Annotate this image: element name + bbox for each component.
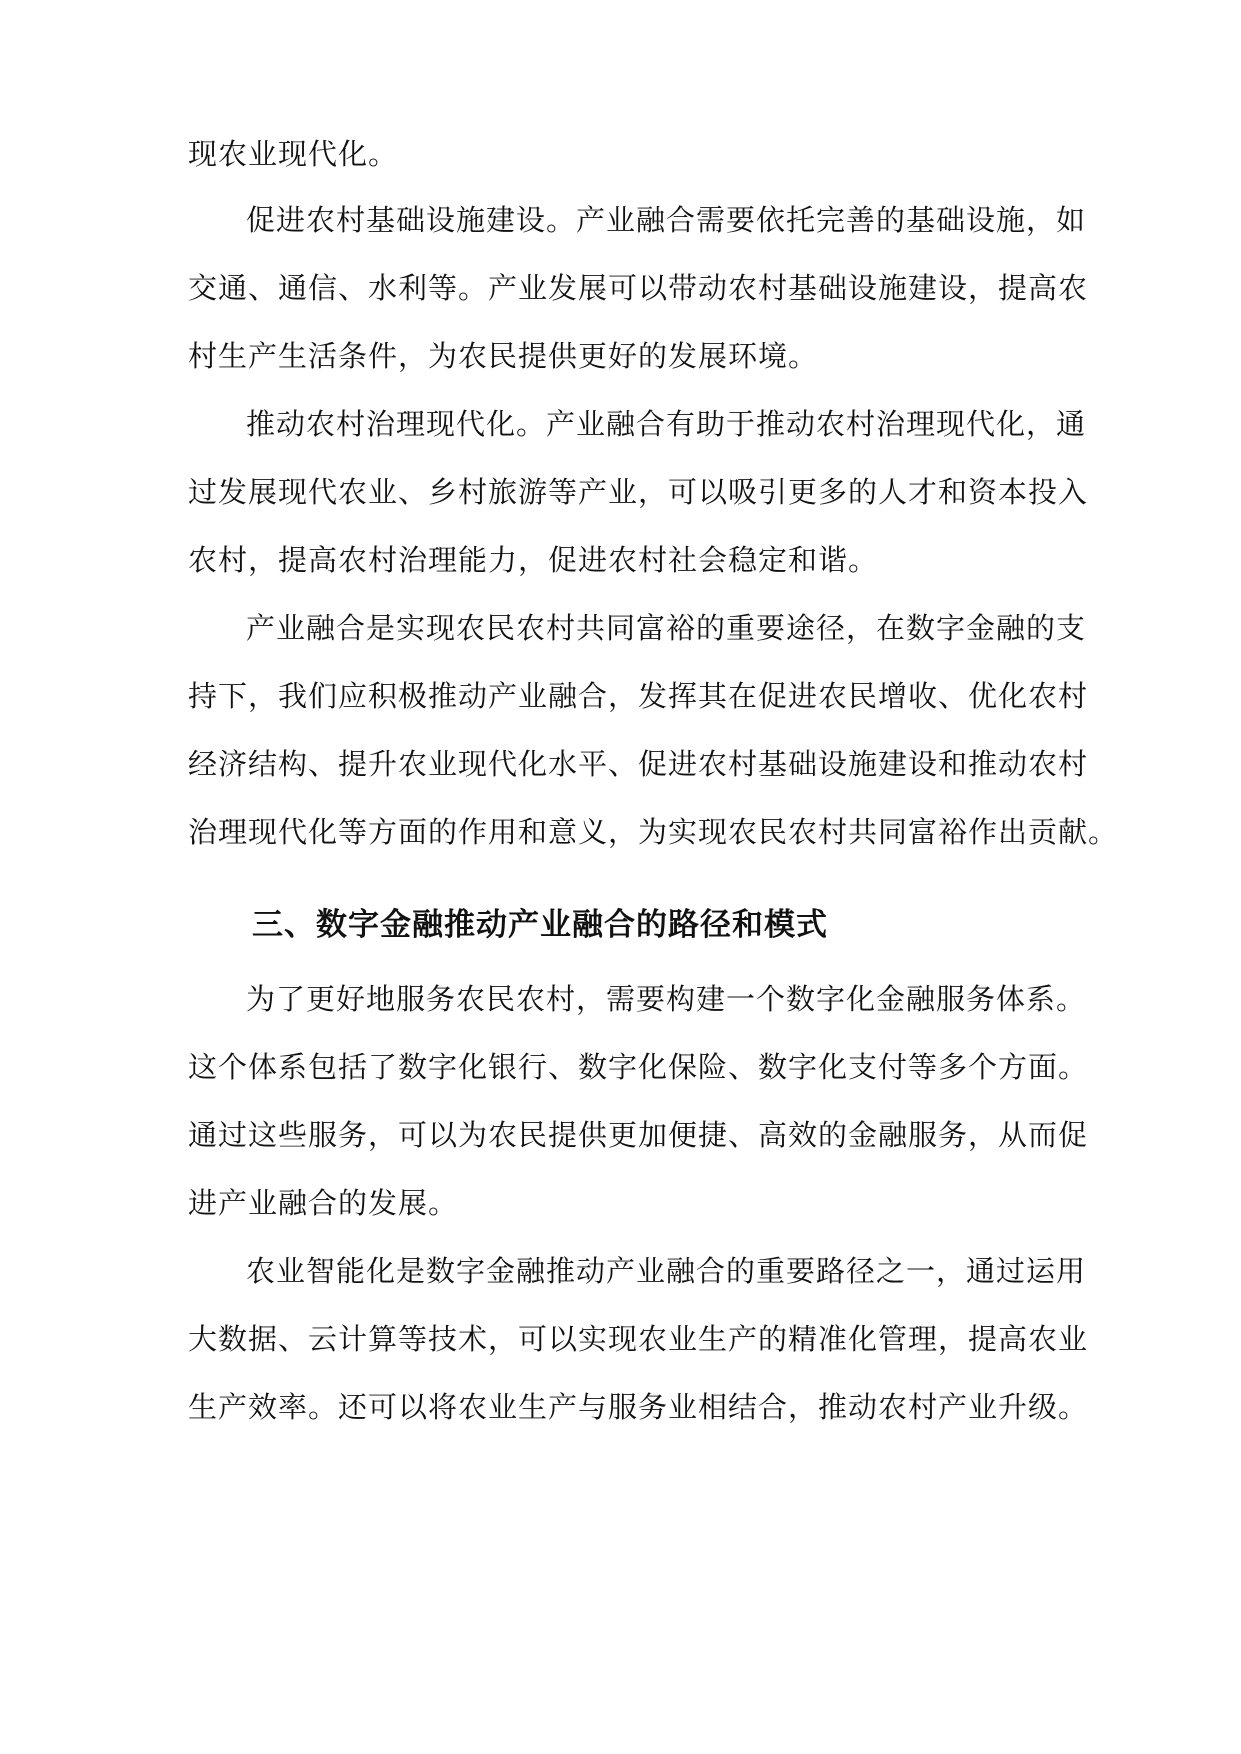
paragraph-line: 为了更好地服务农民农村，需要构建一个数字化金融服务体系。 — [246, 982, 1087, 1016]
paragraph-line: 推动农村治理现代化。产业融合有助于推动农村治理现代化，通 — [246, 407, 1087, 441]
paragraph-line: 产业融合是实现农民农村共同富裕的重要途径，在数字金融的支 — [246, 611, 1087, 645]
paragraph-line: 村生产生活条件，为农民提供更好的发展环境。 — [188, 339, 819, 373]
paragraph-line: 促进农村基础设施建设。产业融合需要依托完善的基础设施，如 — [246, 203, 1087, 237]
paragraph-line: 农村，提高农村治理能力，促进农村社会稳定和谐。 — [188, 543, 879, 577]
paragraph-line: 治理现代化等方面的作用和意义，为实现农民农村共同富裕作出贡献。 — [188, 815, 1119, 849]
paragraph-line: 通过这些服务，可以为农民提供更加便捷、高效的金融服务，从而促 — [188, 1118, 1089, 1152]
paragraph-line: 持下，我们应积极推动产业融合，发挥其在促进农民增收、优化农村 — [188, 679, 1089, 713]
paragraph-line: 生产效率。还可以将农业生产与服务业相结合，推动农村产业升级。 — [188, 1390, 1089, 1424]
paragraph-line: 现农业现代化。 — [188, 137, 399, 171]
paragraph-line: 经济结构、提升农业现代化水平、促进农村基础设施建设和推动农村 — [188, 747, 1089, 781]
paragraph-line: 大数据、云计算等技术，可以实现农业生产的精准化管理，提高农业 — [188, 1322, 1089, 1356]
paragraph-line: 进产业融合的发展。 — [188, 1186, 459, 1220]
paragraph-line: 这个体系包括了数字化银行、数字化保险、数字化支付等多个方面。 — [188, 1050, 1089, 1084]
paragraph-line: 过发展现代农业、乡村旅游等产业，可以吸引更多的人才和资本投入 — [188, 475, 1089, 509]
section-heading: 三、数字金融推动产业融合的路径和模式 — [252, 907, 828, 943]
paragraph-line: 农业智能化是数字金融推动产业融合的重要路径之一，通过运用 — [246, 1254, 1087, 1288]
paragraph-line: 交通、通信、水利等。产业发展可以带动农村基础设施建设，提高农 — [188, 271, 1089, 305]
